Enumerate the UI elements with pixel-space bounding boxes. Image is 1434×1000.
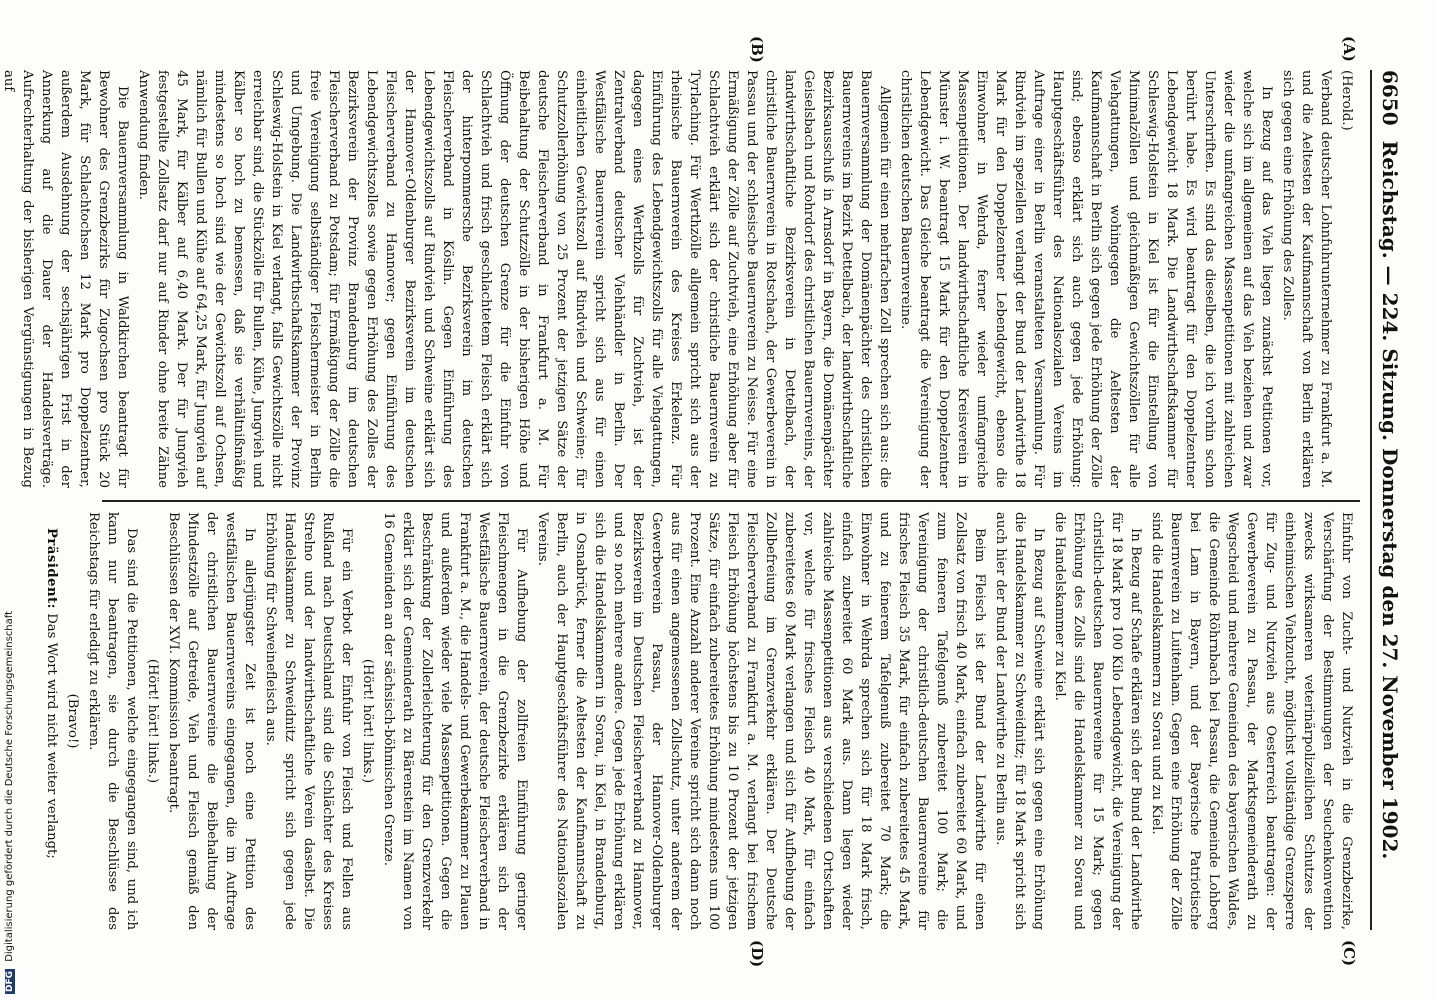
right-column bbox=[44, 512, 1356, 930]
interjection: (Bravo!) bbox=[65, 693, 80, 749]
paragraph: Die Bauernversammlung in Waldkirchen beantragt für Bewohner des Grenzbezirks für Zugochsen pro Stück 20 Mark, für Schlachtochsen 12 Mark pro Doppelzentner, außerdem Ausdehnung der sechsjährigen Frist in der Annerkung auf die Dauer der Handelsverträge. Aufrechterhaltung der bisherigen Vergünstigungen in Bezug auf bbox=[1, 70, 130, 488]
footer-credit bbox=[4, 294, 20, 994]
paragraph: In allerjüngster Zeit ist noch eine Petition des westfälischen Bauernvereins eingegangen, die im Auftrage der christlichen Bauernvereine die Beibehaltung der Mindestzölle auf Getreide, Vieh und Fleisch gemäß den Beschlüssen der XVI. Kommission beantragt. bbox=[166, 512, 257, 930]
page-header bbox=[1374, 70, 1402, 930]
page-title: Reichstag. — 224. Sitzung. Donnerstag den 27. November 1902. bbox=[1378, 140, 1402, 860]
speaker-label: Präsident: bbox=[44, 528, 59, 610]
margin-marker-d: (D) bbox=[748, 940, 766, 968]
paragraph: In Bezug auf das Vieh liegen zunächst Petitionen vor, welche sich im allgemeinen auf das Vieh beziehen und zwar wieder die umfangreichen Massenpetitionen mit zahlreichen Unterschriften. Es sind das dieselben, die ich vorhin schon berührt habe. Es wird beantragt für den Doppelzentner Lebendgewicht 18 Mark. Die Landwirthschaftskammer für Schleswig-Holstein in Kiel ist für die Einstellung von Minimalzöllen und gleichmäßigen Gewichtszöllen für alle Viehgattungen, wohingegen die Aeltesten der Kaufmannschaft in Berlin sich gegen jede Erhöhung der Zölle sind; ebenso erklärt sich auch gegen jede Erhöhung: Hauptgeschäftsführer des Nationalsozialen Vereins im Auftrage einer in Berlin veranstalteten Versammlung. Für Rindvieh im speziellen verlangt der Bund der Landwirthe 18 Mark für den Doppelzentner Lebendgewicht, ebenso die Einwohner in Wehrda, ferner wieder umfangreiche Massenpetitionen. Der landwirthschaftliche Kreisverein in Münster i. W. beantragt 15 Mark für den Doppelzentner Lebendgewicht. Das Gleiche beantragt die Vereinigung der christlichen deutschen Bauernvereine. bbox=[898, 70, 1274, 488]
dfg-logo: DFG bbox=[5, 970, 15, 992]
president-statement bbox=[42, 512, 61, 930]
margin-marker-a: (A) bbox=[1340, 36, 1358, 62]
paragraph: Verband deutscher Lohnfuhrunternehmer zu Frankfurt a. M. und die Aeltesten der Kaufmannschaft von Berlin erklären sich gegen eine Erhöhung des Zolles. bbox=[1280, 70, 1333, 488]
speaker-tag: (Herold.) bbox=[1339, 70, 1354, 131]
paragraph: In Bezug auf Schweine erklärt sich gegen eine Erhöhung die Handelskammer zu Schweidnitz; für 18 Mark spricht sich auch hier der Bund der Landwirthe zu Berlin aus. bbox=[993, 512, 1046, 930]
page-number: 6650 bbox=[1378, 70, 1402, 126]
paragraph: Für Aufhebung der zollfreien Einführung geringer Fleischmengen in die Grenzbezirke erklären sich der Westfälische Bauernverein, der deutsche Fleischerverband in Frankfurt a. M., die Handels- und Gewerbekammer zu Plauen und außerdem wieder viele Massenpetitionen. Gegen die Beschränkung der Zollerleichterung für den Grenzverkehr erklärt sich der Gemeinderath zu Bärenstein im Namen von 16 Gemeinden an der sächsisch-böhmischen Grenze. bbox=[381, 512, 529, 930]
interjection: (Hört! hört! links.) bbox=[145, 658, 160, 784]
paragraph: In Bezug auf Schafe erklären sich der Bund der Landwirthe für 18 Mark pro 100 Kilo Lebendgewicht, die Vereinigung der christlich-deutschen Bauernvereine für 15 Mark; gegen Erhöhung des Zolls sind die Handelskammer zu Sorau und die Handelskammer zu Kiel. bbox=[1052, 512, 1143, 930]
paragraph: Einfuhr von Zucht- und Nutzvieh in die Grenzbezirke, Verschärfung der Bestimmungen der Seuchenkonvention zwecks wirksameren veterinärpolizeilichen Schutzes der einheimischen Viehzucht, möglichst vollständige Grenzsperre für Zug- und Nutzvieh aus Oesterreich beantragen: der Gewerbeverein zu Passau, der Marktsgemeinderath zu Wegscheid und mehrere Gemeinden des bayerischen Waldes, die Gemeinde Röhrnbach bei Passau, die Gemeinde Lohberg bei Lam in Bayern, und der Bayerische Patriotische Bauernverein zu Luitenham. Gegen eine Erhöhung der Zölle sind die Handelskammern zu Sorau und zu Kiel. bbox=[1149, 512, 1354, 930]
paragraph: Für ein Verbot der Einfuhr von Fleisch und Fellen aus Rußland nach Deutschland sind die Schlächter des Kreises Strelno und der landwirthschaftliche Verein daselbst. Die Handelskammer zu Schweidnitz spricht sich gegen jede Erhöhung für Schweinefleisch aus. bbox=[263, 512, 354, 930]
column-divider bbox=[102, 500, 1360, 502]
footer-text: Digitalisierung gefördert durch die Deutsche Forschungsgemeinschaft bbox=[4, 610, 15, 962]
left-column bbox=[1, 70, 1356, 488]
margin-marker-c: (C) bbox=[1340, 940, 1358, 967]
statement-text: Das Wort wird nicht weiter verlangt; bbox=[44, 613, 59, 859]
paragraph: Das sind die Petitionen, welche eingegangen sind, und ich kann nur beantragen, sie durch die Beschlüsse des Reichstags für erledigt zu erklären. bbox=[86, 512, 139, 930]
paragraph: Beim Fleisch ist der Bund der Landwirthe für einen Zollsatz von frisch 40 Mark, einfach zubereitet 60 Mark, und zum feineren Tafelgenuß zubereitet 100 Mark; die Vereinigung der christlich-deutschen Bauernvereine für frisches Fleisch 35 Mark, für einfach zubereitetes 45 Mark, und zu feinerem Tafelgenuß zubereitet 70 Mark; die Einwohner in Wehrda sprechen sich für 18 Mark frisch, einfach zubereitet 60 Mark aus. Dann liegen wieder zahlreiche Massenpetitionen aus verschiedenen Ortschaften vor, welche für frisches Fleisch 40 Mark, für einfach zubereitetes 60 Mark verlangen und sich für Aufhebung der Zollbefreiung im Grenzverkehr erklären. Der Deutsche Fleischerverband zu Frankfurt a. M. verlangt bei frischem Fleisch Erhöhung höchstens bis zu 10 Prozent der jetzigen Sätze, für einfach zubereitetes Erhöhung mindestens um 100 Prozent. Eine Anzahl anderer Vereine spricht sich dann noch aus für einen angemessenen Zollschutz, unter anderem der Gewerbeverein Passau, der Hannover-Oldenburger Bezirksverein im Deutschen Fleischerverband zu Hannover, und so noch mehrere andere. Gegen jede Erhöhung erklären sich die Handelskammern in Sorau, in Kiel, in Brandenburg, in Osnabrück, ferner die Aeltesten der Kaufmannschaft zu Berlin, auch der Hauptgeschäftsführer des Nationalsozialen Vereins. bbox=[535, 512, 987, 930]
interjection: (Hört! hört! links.) bbox=[360, 658, 375, 784]
margin-marker-b: (B) bbox=[748, 36, 766, 63]
header-rule bbox=[1370, 70, 1372, 930]
paragraph: Allgemein für einen mehrfachen Zoll sprechen sich aus: die Bauernversammlung der Domänenpächter des christlichen Bauernvereins im Bezirk Dettelbach, der landwirthschaftliche Bezirksausschuß in Arnsdorf in Bayern, die Domänenpächter Geiselsbach und Rohrdorf des christlichen Bauernvereins, der landwirthschaftliche Bezirksverein in Dettelbach, der christliche Bauernverein in Rotschach, der Gewerbeverein in Passau und der schlesische Bauernverein zu Neisse. Für eine Ermäßigung der Zölle auf Zuchtvieh, eine Erhöhung aber für Schlachtvieh erklärt sich der christliche Bauernverein zu Tyrlaching. Für Werthzölle allgemein spricht sich aus der rheinische Bauernverein des Kreises Erkelenz. Für Einführung des Lebendgewichtszolls für alle Viehgattungen, dagegen eines Werthzolls für Zuchtvieh, ist der Zentralverband deutscher Viehhändler in Berlin. Der Westfälische Bauernverein spricht sich aus für einen einheitlichen Gewichtszoll auf Rindvieh und Schweine; für Schutzzollerhöhung von 25 Prozent der jetzigen Sätze der deutsche Fleischerverband in Frankfurt a. M. Für Beibehaltung der Schutzzölle in der bisherigen Höhe und Öffnung der deutschen Grenze für die Einfuhr von Schlachtvieh und frisch geschlachtetem Fleisch erklärt sich der hinterpommersche Bezirksverein im deutschen Fleischerverband in Köslin. Gegen Einführung des Lebendgewichtszolls auf Rindvieh und Schweine erklärt sich der Hannover-Oldenburger Bezirksverein im deutschen Fleischerverband zu Hannover; gegen Einführung des Lebendgewichtszolles sowie gegen Erhöhung des Zolles der Bezirksverein der Provinz Brandenburg im deutschen Fleischerverband zu Potsdam; für Ermäßigung der Zölle die freie Vereinigung selbständiger Fleischermeister in Berlin und Umgebung. Die Landwirthschaftskammer der Provinz Schleswig-Holstein in Kiel verlangt, falls Gewichtszölle nicht erreichbar sind, die Stückzölle für Bullen, Kühe, Jungvieh und Kälber so hoch zu bemessen, daß sie verhältnißmäßig mindestens so hoch sind wie der Gewichtszoll auf Ochsen, nämlich für Bullen und Kühe auf 64,25 Mark, für Jungvieh auf 45 Mark, für Kälber auf 6,40 Mark. Der für Jungvieh festgestellte Zollsatz darf nur auf Rinder ohne breite Zähne Anwendung finden. bbox=[136, 70, 892, 488]
